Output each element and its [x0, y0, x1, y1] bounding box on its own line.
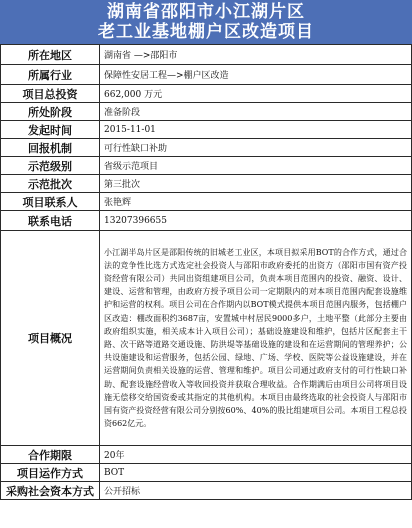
phone-value: 13207396655	[100, 211, 412, 231]
demo-level-label: 示范级别	[1, 157, 100, 175]
table-row-stage	[1, 103, 412, 121]
mode-label: 项目运作方式	[1, 464, 100, 482]
stage-value: 准备阶段	[100, 103, 412, 121]
term-label: 合作期限	[1, 446, 100, 464]
title-line-2: 老工业基地棚户区改造项目	[98, 22, 314, 42]
phone-label: 联系电话	[1, 211, 100, 231]
table-row-overview	[1, 231, 412, 446]
table-row-industry	[1, 65, 412, 85]
project-info-table	[0, 44, 412, 500]
location-label: 所在地区	[1, 45, 100, 65]
location-value: 湖南省 —>邵阳市	[100, 45, 412, 65]
industry-value: 保障性安居工程—>棚户区改造	[100, 65, 412, 85]
demo-level-value: 省级示范项目	[100, 157, 412, 175]
stage-label: 所处阶段	[1, 103, 100, 121]
table-row-demo-level	[1, 157, 412, 175]
table-row-location	[1, 45, 412, 65]
table-row-contact	[1, 193, 412, 211]
contact-label: 项目联系人	[1, 193, 100, 211]
return-value: 可行性缺口补助	[100, 139, 412, 157]
table-row-term	[1, 446, 412, 464]
overview-label: 项目概况	[1, 231, 100, 446]
demo-batch-value: 第三批次	[100, 175, 412, 193]
table-row-phone	[1, 211, 412, 231]
overview-value: 小江湖半岛片区是邵阳传统的旧城老工业区，本项目拟采用BOT的合作方式，通过合法的竞争性比选方式选定社会投资人与邵阳市政府委托的出资方（邵阳市国有资产投资经营有限公司）共同出资组建项目公司，负责本项目范围内的投资、融资、设计、建设、运营和管理，由政府方授予项目公司一定期限内的对本项目范围内配套设施维护和运营的权利。项目公司在合作期内以BOT模式提供本项目范围内服务，包括棚户区改造：棚改面积约3687亩，安置城中村居民9000多户，土地平整（此部分主要由政府组织实施，相关成本计入项目公司）；基础设施建设和维护，包括片区配套主干路、次干路等道路交通设施、防洪堤等基础设施的建设和在运营期间的管理养护；公共设施建设和运营服务，包括公园、绿地、广场、学校、医院等公益设施建设，并在运营期间负责相关设施的运营、管理和维护。项目公司通过政府支付的可行性缺口补助、配套设施经营收入等收回投资并获取合理收益。合作期满后由项目公司将项目设施无偿移交给国资委或其指定的其他机构。本项目由最终选取的社会投资人与邵阳市国有资产投资经营有限公司分别按60%、40%的股比组建项目公司。本项目工程总投资662亿元。	[100, 231, 412, 446]
investment-value: 662,000 万元	[100, 85, 412, 103]
investment-label: 项目总投资	[1, 85, 100, 103]
table-row-investment	[1, 85, 412, 103]
table-row-date	[1, 121, 412, 139]
table-row-demo-batch	[1, 175, 412, 193]
date-value: 2015-11-01	[100, 121, 412, 139]
contact-value: 张艳辉	[100, 193, 412, 211]
table-row-procurement	[1, 482, 412, 500]
term-value: 20年	[100, 446, 412, 464]
table-row-return	[1, 139, 412, 157]
return-label: 回报机制	[1, 139, 100, 157]
procurement-value: 公开招标	[100, 482, 412, 500]
procurement-label: 采购社会资本方式	[1, 482, 100, 500]
industry-label: 所属行业	[1, 65, 100, 85]
date-label: 发起时间	[1, 121, 100, 139]
table-row-mode	[1, 464, 412, 482]
mode-value: BOT	[100, 464, 412, 482]
title-banner	[0, 0, 412, 44]
title-line-1: 湖南省邵阳市小江湖片区	[107, 2, 305, 22]
demo-batch-label: 示范批次	[1, 175, 100, 193]
